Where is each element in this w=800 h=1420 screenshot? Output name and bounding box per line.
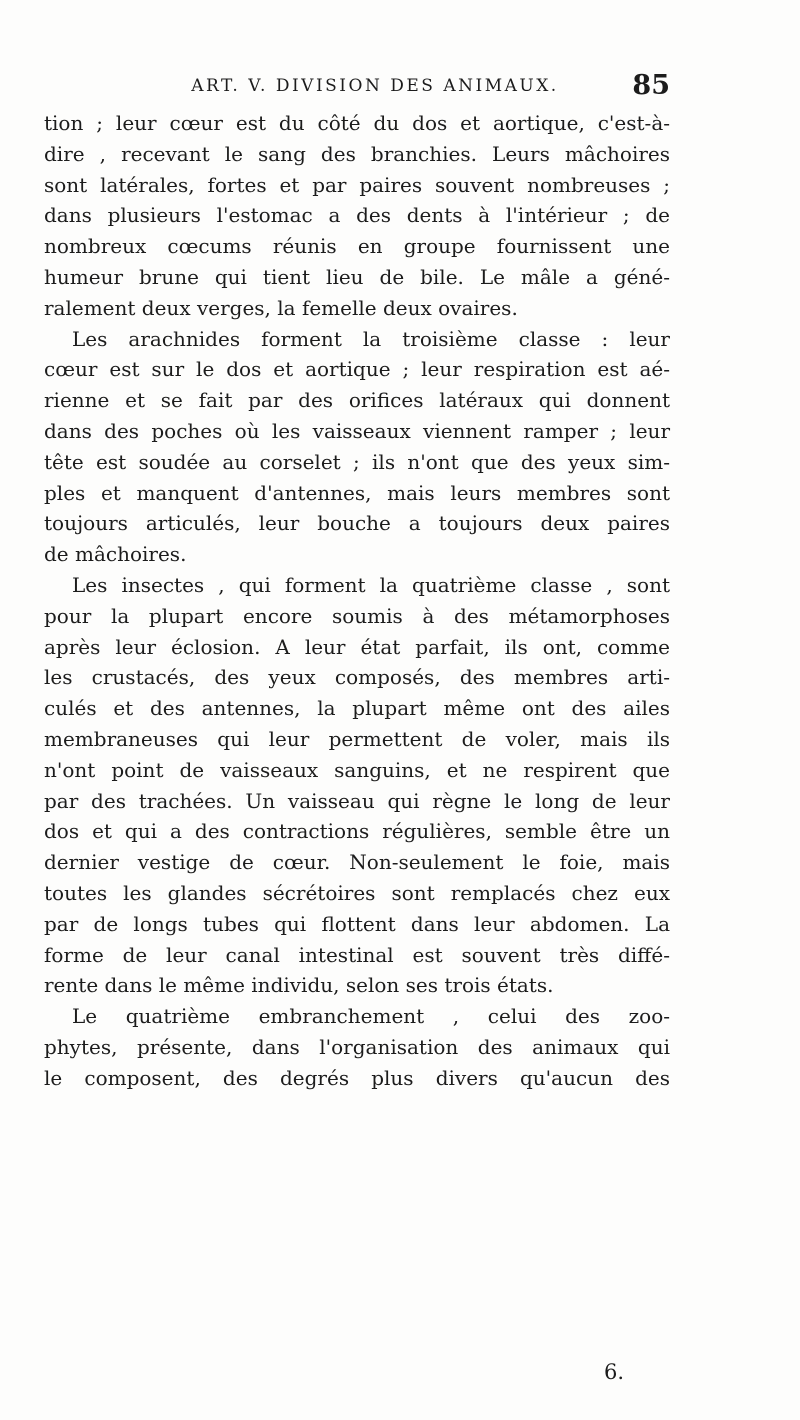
- text-line: les crustacés, des yeux composés, des membres arti-: [44, 665, 670, 690]
- text-line: par des trachées. Un vaisseau qui règne le long de leur: [44, 788, 670, 813]
- text-line: Les insectes , qui forment la quatrième classe , sont: [72, 572, 670, 597]
- page-number: 85: [632, 70, 670, 101]
- text-line: phytes, présente, dans l'organisation des animaux qui: [44, 1034, 670, 1059]
- text-line: ples et manquent d'antennes, mais leurs membres sont: [44, 480, 670, 505]
- running-title: ART. V. DIVISION DES ANIMAUX.: [191, 76, 559, 96]
- text-line: tion ; leur cœur est du côté du dos et aortique, c'est-à-: [44, 111, 670, 135]
- text-line: pour la plupart encore soumis à des métamorphoses: [44, 603, 670, 628]
- text-line: de mâchoires.: [44, 542, 187, 567]
- text-line: dos et qui a des contractions régulières, semble être un: [44, 819, 670, 844]
- text-line: dernier vestige de cœur. Non-seulement le foie, mais: [44, 850, 670, 875]
- text-line: toutes les glandes sécrétoires sont remplacés chez eux: [44, 880, 670, 905]
- text-line: cœur est sur le dos et aortique ; leur respiration est aé-: [44, 357, 670, 382]
- text-line: forme de leur canal intestinal est souvent très diffé-: [44, 942, 670, 967]
- text-line: dans des poches où les vaisseaux viennent ramper ; leur: [44, 418, 670, 443]
- text-line: dire , recevant le sang des branchies. Leurs mâchoires: [44, 141, 670, 166]
- text-line: n'ont point de vaisseaux sanguins, et ne respirent que: [44, 757, 670, 782]
- text-line: toujours articulés, leur bouche a toujours deux paires: [44, 511, 670, 536]
- text-line: tête est soudée au corselet ; ils n'ont que des yeux sim-: [44, 449, 670, 474]
- text-line: rienne et se fait par des orifices latéraux qui donnent: [44, 388, 670, 413]
- text-line: nombreux cœcums réunis en groupe fournissent une: [44, 234, 670, 259]
- text-line: par de longs tubes qui flottent dans leur abdomen. La: [44, 911, 670, 936]
- page-header: [130, 70, 670, 110]
- text-line: ralement deux verges, la femelle deux ovaires.: [44, 295, 518, 320]
- text-line: Le quatrième embranchement , celui des zoo-: [72, 1004, 670, 1029]
- body-text: [44, 108, 670, 1094]
- text-line: culés et des antennes, la plupart même ont des ailes: [44, 696, 670, 721]
- text-line: après leur éclosion. A leur état parfait, ils ont, comme: [44, 634, 670, 659]
- signature-mark: 6.: [604, 1360, 625, 1384]
- text-line: dans plusieurs l'estomac a des dents à l'intérieur ; de: [44, 203, 670, 228]
- text-line: le composent, des degrés plus divers qu'aucun des: [44, 1065, 670, 1090]
- text-line: sont latérales, fortes et par paires souvent nombreuses ;: [44, 172, 670, 197]
- text-line: Les arachnides forment la troisième classe : leur: [72, 326, 670, 351]
- text-line: humeur brune qui tient lieu de bile. Le mâle a géné-: [44, 264, 670, 289]
- text-line: rente dans le même individu, selon ses trois états.: [44, 973, 554, 998]
- text-line: membraneuses qui leur permettent de voler, mais ils: [44, 726, 670, 751]
